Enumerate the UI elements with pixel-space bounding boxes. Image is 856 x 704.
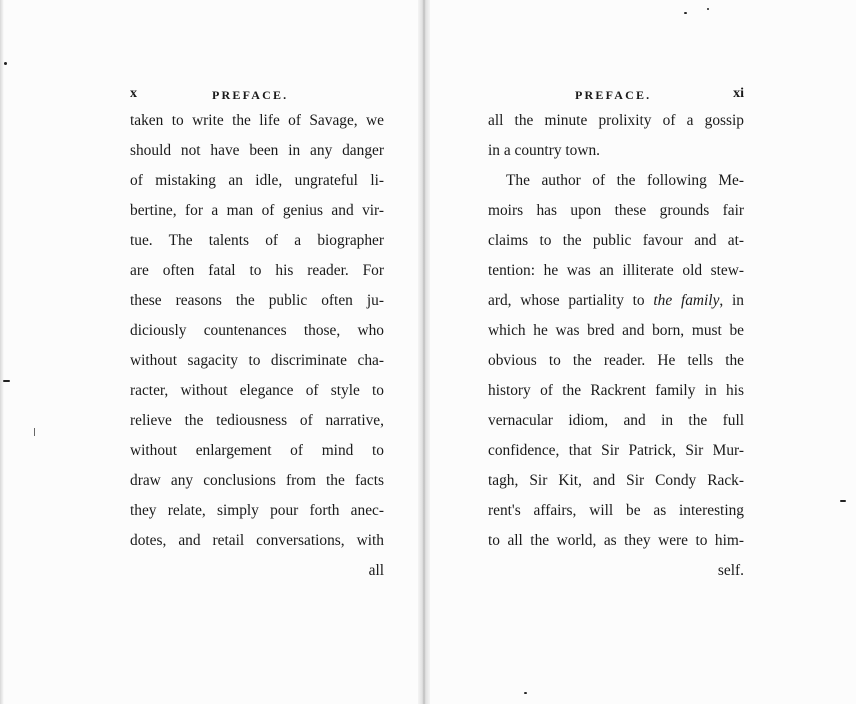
text-line: are often fatal to his reader. For (130, 262, 384, 279)
text-line: tention: he was an illiterate old stew- (488, 262, 744, 279)
text-line-family (488, 286, 744, 316)
text-line: they relate, simply pour forth anec- (130, 502, 384, 519)
left-page-number: x (130, 86, 137, 101)
scan-speck (4, 62, 7, 65)
text-line: these reasons the public often ju- (130, 292, 384, 309)
text-line: tue. The talents of a biographer (130, 232, 384, 249)
text-line: without enlargement of mind to (130, 442, 384, 459)
text-line: bertine, for a man of genius and vir- (130, 202, 384, 219)
text-line: all the minute prolixity of a gossip (488, 112, 744, 129)
right-running-head (488, 84, 744, 106)
text-line: tagh, Sir Kit, and Sir Condy Rack- (488, 472, 744, 489)
text-line: dotes, and retail conversations, with (130, 532, 384, 549)
scan-speck (34, 428, 35, 436)
right-running-title: PREFACE. (575, 88, 652, 102)
text-line: should not have been in any danger (130, 142, 384, 159)
text-line: confidence, that Sir Patrick, Sir Mur- (488, 442, 744, 459)
left-page-edge (0, 0, 4, 704)
scan-speck (524, 692, 527, 694)
text-segment: , in (719, 292, 744, 309)
left-running-title: PREFACE. (212, 88, 289, 102)
left-page-text (130, 106, 384, 586)
right-page-number: xi (733, 86, 744, 101)
right-page (488, 0, 744, 586)
text-line: to all the world, as they were to him- (488, 532, 744, 549)
scan-speck (3, 380, 10, 382)
italic-phrase: the family (653, 292, 720, 309)
text-line: obvious to the reader. He tells the (488, 352, 744, 369)
text-line: diciously countenances those, who (130, 322, 384, 339)
book-gutter (418, 0, 430, 704)
text-line: The author of the following Me- (506, 172, 744, 189)
scan-speck (707, 8, 709, 10)
text-line: which he was bred and born, must be (488, 322, 744, 339)
text-line: in a country town. (488, 142, 600, 159)
text-line: rent's affairs, will be as interesting (488, 502, 744, 519)
final-line: self. (717, 562, 744, 579)
text-line: vernacular idiom, and in the full (488, 412, 744, 429)
text-line: of mistaking an idle, ungrateful li- (130, 172, 384, 189)
text-line: history of the Rackrent family in his (488, 382, 744, 399)
text-line: without sagacity to discriminate cha- (130, 352, 384, 369)
text-line: claims to the public favour and at- (488, 232, 744, 249)
scan-speck (840, 500, 846, 502)
text-segment: ard, whose partiality to (488, 292, 654, 309)
left-page (130, 0, 384, 586)
right-page-text (488, 106, 744, 586)
text-line: relieve the tediousness of narrative, (130, 412, 384, 429)
text-line: moirs has upon these grounds fair (488, 202, 744, 219)
text-line: racter, without elegance of style to (130, 382, 384, 399)
scan-speck (684, 12, 687, 14)
text-line: draw any conclusions from the facts (130, 472, 384, 489)
text-line: taken to write the life of Savage, we (130, 112, 384, 129)
catchword: all (368, 562, 384, 579)
left-running-head (130, 84, 384, 106)
